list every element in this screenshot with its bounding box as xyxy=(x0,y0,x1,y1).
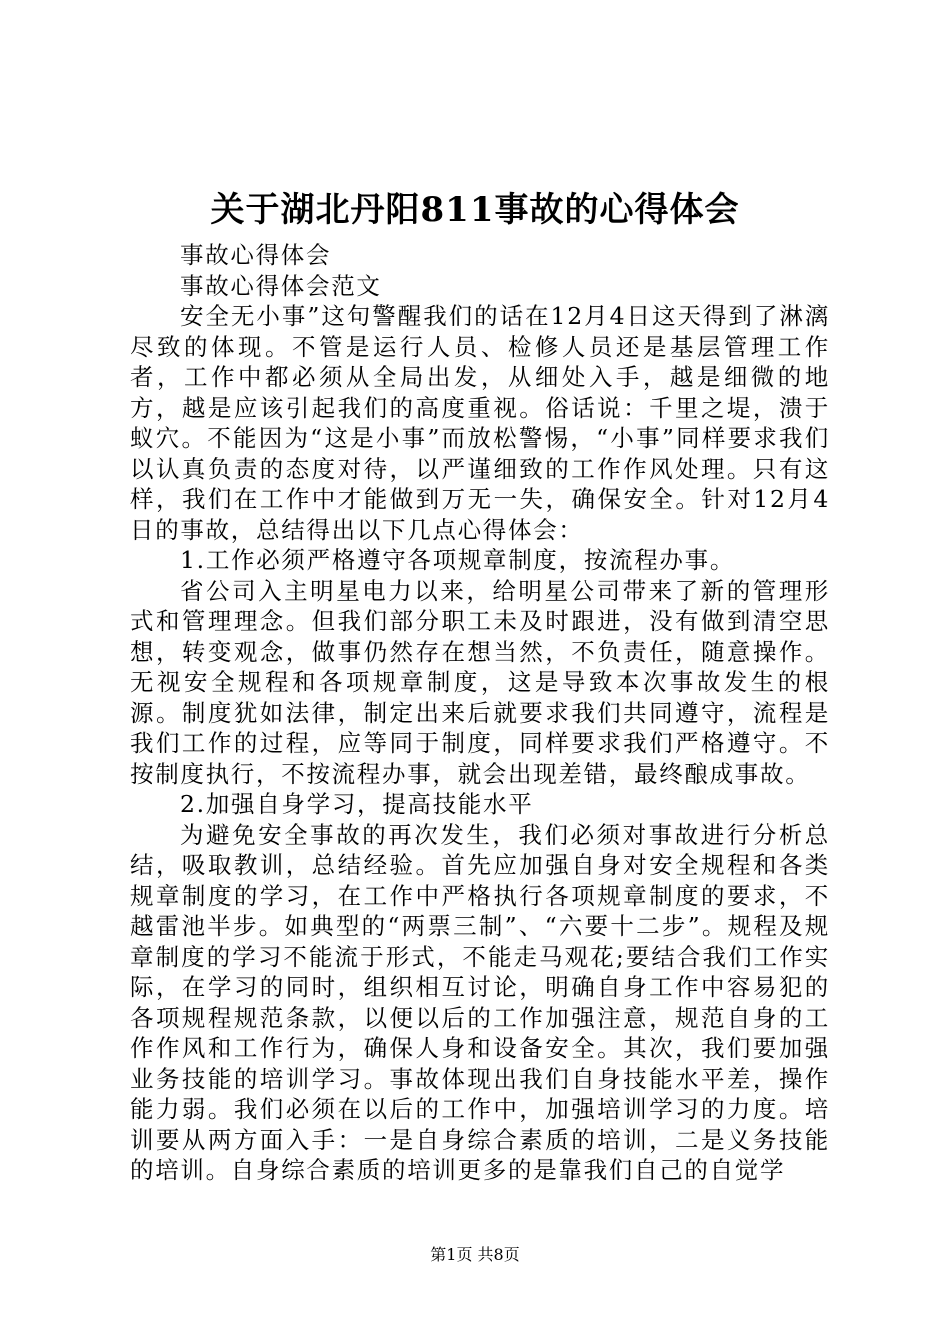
page-footer: 第1页 共8页 xyxy=(430,1245,520,1264)
paragraph: 省公司入主明星电力以来，给明星公司带来了新的管理形式和管理理念。但我们部分职工未及时跟进，没有做到清空思想，转变观念，做事仍然存在想当然，不负责任，随意操作。无视安全规程和各项规章制度，这是导致本次事故发生的根源。制度犹如法律，制定出来后就要求我们共同遵守，流程是我们工作的过程，应等同于制度，同样要求我们严格遵守。不按制度执行，不按流程办事，就会出现差错，最终酿成事故。 xyxy=(130,576,830,788)
paragraph: 2.加强自身学习，提高技能水平 xyxy=(180,790,534,818)
paragraph: 为避免安全事故的再次发生，我们必须对事故进行分析总结，吸取教训，总结经验。首先应加强自身对安全规程和各类规章制度的学习，在工作中严格执行各项规章制度的要求，不越雷池半步。如典型的“两票三制”、“六要十二步”。规程及规章制度的学习不能流于形式，不能走马观花;要结合我们工作实际，在学习的同时，组织相互讨论，明确自身工作中容易犯的各项规程规范条款，以便以后的工作加强注意，规范自身的工作作风和工作行为，确保人身和设备安全。其次，我们要加强业务技能的培训学习。事故体现出我们自身技能水平差，操作能力弱。我们必须在以后的工作中，加强培训学习的力度。培训要从两方面入手：一是自身综合素质的培训，二是义务技能的培训。自身综合素质的培训更多的是靠我们自己的自觉学 xyxy=(130,820,830,1184)
paragraph: 安全无小事”这句警醒我们的话在12月4日这天得到了淋漓尽致的体现。不管是运行人员、检修人员还是基层管理工作者，工作中都必须从全局出发，从细处入手，越是细微的地方，越是应该引起我们的高度重视。俗话说：千里之堤，溃于蚁穴。不能因为“这是小事”而放松警惕，“小事”同样要求我们以认真负责的态度对待，以严谨细致的工作作风处理。只有这样，我们在工作中才能做到万无一失，确保安全。针对12月4日的事故，总结得出以下几点心得体会： xyxy=(130,302,830,544)
paragraph: 事故心得体会 xyxy=(180,241,332,269)
document-title: 关于湖北丹阳811事故的心得体会 xyxy=(210,190,740,230)
paragraph: 事故心得体会范文 xyxy=(180,271,382,300)
paragraph: 1.工作必须严格遵守各项规章制度，按流程办事。 xyxy=(180,546,736,574)
document-body xyxy=(130,240,830,1186)
